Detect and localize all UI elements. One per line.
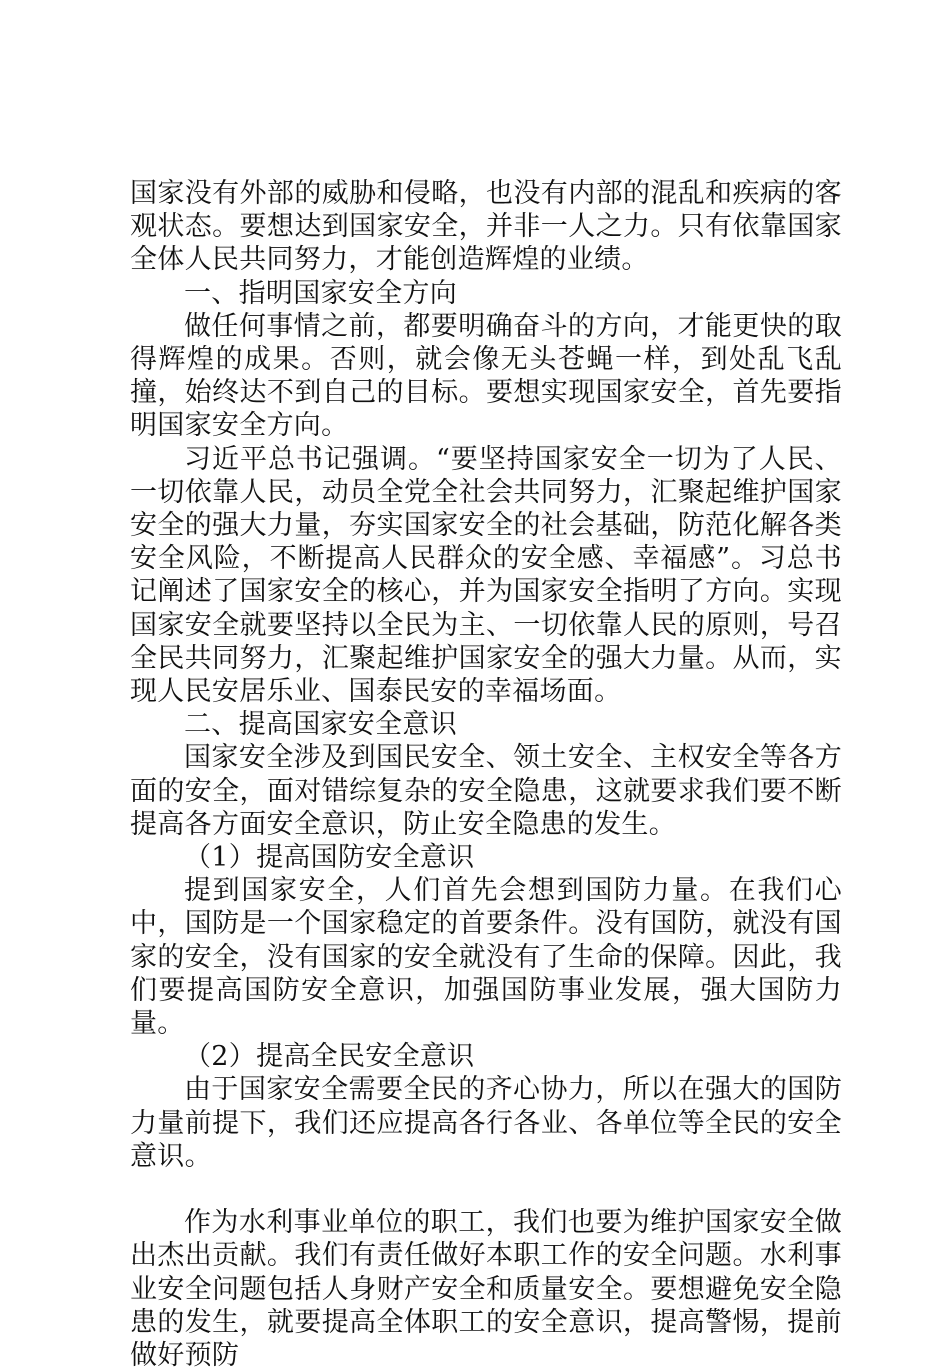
section-heading: 一、指明国家安全方向 (184, 277, 457, 309)
document-body (130, 177, 842, 1372)
body-paragraph: 提到国家安全，人们首先会想到国防力量。在我们心中，国防是一个国家稳定的首要条件。没有国防，就没有国家的安全，没有国家的安全就没有了生命的保障。因此，我们要提高国防安全意识，加强国防事业发展，强大国防力量。 (130, 875, 842, 1040)
body-paragraph: 由于国家安全需要全民的齐心协力，所以在强大的国防力量前提下，我们还应提高各行各业、各单位等全民的安全意识。 (130, 1074, 842, 1172)
subsection-heading: （2）提高全民安全意识 (184, 1041, 475, 1073)
subsection-heading: （1）提高国防安全意识 (184, 842, 475, 874)
body-paragraph: 国家没有外部的威胁和侵略，也没有内部的混乱和疾病的客观状态。要想达到国家安全，并非一人之力。只有依靠国家全体人民共同努力，才能创造辉煌的业绩。 (130, 178, 842, 276)
body-paragraph: 作为水利事业单位的职工，我们也要为维护国家安全做出杰出贡献。我们有责任做好本职工作的安全问题。水利事业安全问题包括人身财产安全和质量安全。要想避免安全隐患的发生，就要提高全体职工的安全意识，提高警惕，提前做好预防 (130, 1207, 842, 1371)
body-paragraph: 习近平总书记强调。“要坚持国家安全一切为了人民、一切依靠人民，动员全党全社会共同努力，汇聚起维护国家安全的强大力量，夯实国家安全的社会基础，防范化解各类安全风险，不断提高人民群众的安全感、幸福感”。习总书记阐述了国家安全的核心，并为国家安全指明了方向。实现国家安全就要坚持以全民为主、一切依靠人民的原则，号召全民共同努力，汇聚起维护国家安全的强大力量。从而，实现人民安居乐业、国泰民安的幸福场面。 (130, 443, 842, 708)
body-paragraph: 做任何事情之前，都要明确奋斗的方向，才能更快的取得辉煌的成果。否则，就会像无头苍蝇一样，到处乱飞乱撞，始终达不到自己的目标。要想实现国家安全，首先要指明国家安全方向。 (130, 310, 842, 442)
paragraph-spacer (130, 1173, 842, 1206)
section-heading: 二、提高国家安全意识 (184, 709, 457, 741)
body-paragraph: 国家安全涉及到国民安全、领土安全、主权安全等各方面的安全，面对错综复杂的安全隐患，这就要求我们要不断提高各方面安全意识，防止安全隐患的发生。 (130, 742, 842, 840)
